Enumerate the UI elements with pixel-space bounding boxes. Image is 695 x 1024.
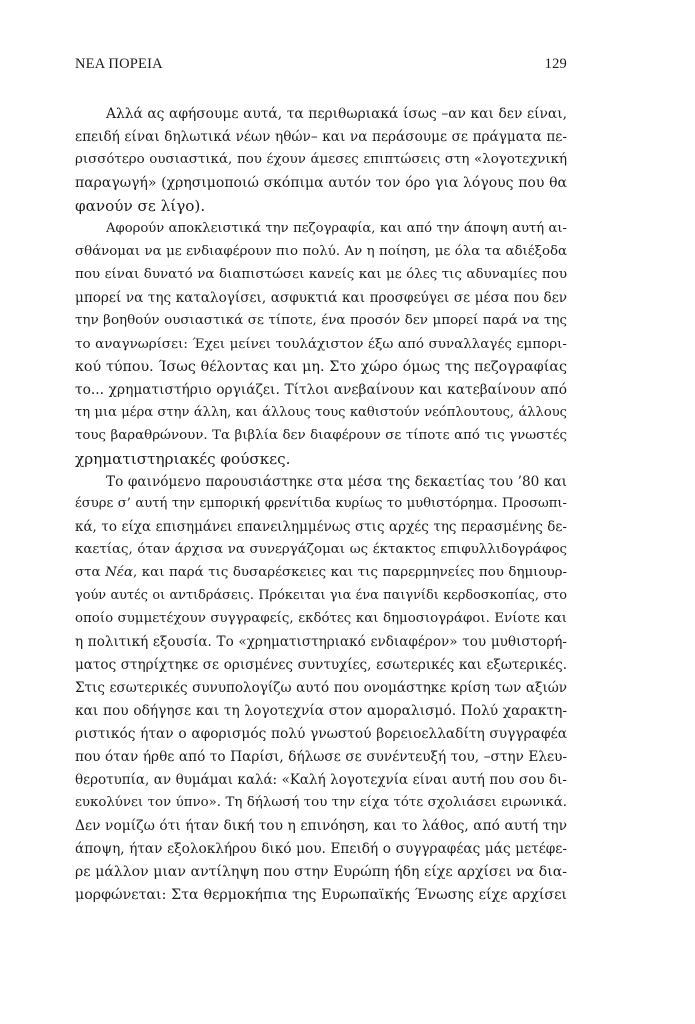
text-line: τους βαραθρώνουν. Τα βιβλία δεν διαφέρουν σε τίποτε από τις γνωστές (75, 427, 567, 443)
newspaper-title-italic: Νέα (105, 565, 134, 581)
text-line (75, 562, 567, 585)
text-line: επειδή είναι δηλωτικά νέων ηθών– και να περάσουμε σε πράγματα πε- (75, 128, 567, 145)
text-line: καετίας, όταν άρχισα να συνεργάζομαι ως έκτακτος επιφυλλιδογράφος (75, 542, 567, 558)
text-run: , και παρά τις δυσαρέσκειες και τις παρερμηνείες που δημιουρ- (133, 565, 567, 581)
text-line: το αναγνωρίσει: Έχει μείνει τουλάχιστον έξω από συναλλαγές εμπορι- (75, 335, 567, 352)
page-number: 129 (544, 56, 567, 72)
text-line: μορφώνεται: Στα θερμοκήπια της Ευρωπαϊκής Ένωσης είχε αρχίσει (75, 886, 567, 903)
text-line: θεροτυπία, αν θυμάμαι καλά: «Καλή λογοτεχνία είναι αυτή που σου δι- (75, 772, 567, 789)
text-line: χρηματιστηριακές φούσκες. (75, 449, 291, 468)
text-line: κά, το είχα επισημάνει επανειλημμένως στις αρχές της περασμένης δε- (75, 519, 567, 536)
text-line: σθάνομαι να με ενδιαφέρουν πιο πολύ. Αν η ποίηση, με όλα τα αδιέξοδα (75, 243, 567, 259)
text-line: παραγωγή» (χρησιμοποιώ σκόπιμα αυτόν τον όρο για λόγους που θα (75, 174, 567, 191)
text-line: Αλλά ας αφήσουμε αυτά, τα περιθωριακά ίσως –αν και δεν είναι, (106, 106, 567, 122)
text-line: Αφορούν αποκλειστικά την πεζογραφία, και από την άποψη αυτή αι- (106, 220, 567, 236)
text-run: στα (75, 565, 106, 581)
text-line: ρε μάλλον μιαν αντίληψη που στην Ευρώπη ήδη είχε αρχίσει να δια- (75, 863, 567, 880)
text-line: Το φαινόμενο παρουσιάστηκε στα μέσα της δεκαετίας του ’80 και (106, 473, 567, 490)
text-line: οποίο συμμετέχουν συγγραφείς, εκδότες και δημοσιογράφοι. Ενίοτε και (75, 611, 567, 627)
text-line: και που οδήγησε και τη λογοτεχνία στον αμοραλισμό. Πολύ χαρακτη- (75, 703, 567, 720)
text-line: ματος στηρίχτηκε σε ορισμένες συντυχίες, εσωτερικές και εξωτερικές. (75, 657, 567, 674)
text-line: Στις εσωτερικές συνυπολογίζω αυτό που ονομάστηκε κρίση των αξιών (75, 680, 567, 697)
running-head (75, 56, 567, 74)
text-line: το... χρηματιστήριο οργιάζει. Τίτλοι ανεβαίνουν και κατεβαίνουν από (75, 381, 567, 398)
text-line: έσυρε σ’ αυτή την εμπορική φρενίτιδα κυρίως το μυθιστόρημα. Προσωπι- (75, 496, 567, 512)
text-line: ρισσότερο ουσιαστικά, που έχουν άμεσες επιπτώσεις στη «λογοτεχνική (75, 151, 567, 167)
text-line: γούν αυτές οι αντιδράσεις. Πρόκειται για ένα παιγνίδι κερδοσκοπίας, στο (75, 588, 567, 604)
text-line: τη μια μέρα στην άλλη, και άλλους τους καθιστούν νεόπλουτους, άλλους (75, 404, 567, 420)
text-line: άποψη, ήταν εξολοκλήρου δικό μου. Επειδή ο συγγραφέας μάς μετέφε- (75, 841, 567, 857)
text-line: μπορεί να της καταλογίσει, ασφυκτιά και προσφεύγει σε μέσα που δεν (75, 289, 567, 306)
paragraph (75, 471, 567, 907)
running-title: ΝΕΑ ΠΟΡΕΙΑ (75, 56, 163, 72)
text-line: ριστικός ήταν ο αφορισμός πολύ γνωστού βορειοελλαδίτη συγγραφέα (75, 726, 567, 743)
text-line: που είναι δυνατό να διαπιστώσει κανείς και με όλες τις αδυναμίες που (75, 266, 567, 282)
paragraph (75, 103, 567, 218)
body-text (75, 103, 567, 907)
text-line: Δεν νομίζω ότι ήταν δική του η επινόηση, και το λάθος, από αυτή την (75, 818, 567, 835)
paragraph (75, 218, 567, 471)
text-line: που όταν ήρθε από το Παρίσι, δήλωσε σε συνέντευξή του, –στην Ελευ- (75, 749, 567, 766)
text-line: ευκολύνει τον ύπνο». Τη δήλωσή του την είχα τότε σχολιάσει ειρωνικά. (75, 795, 567, 811)
text-line: η πολιτική εξουσία. Το «χρηματιστηριακό ενδιαφέρον» του μυθιστορή- (75, 634, 567, 651)
text-line: φανούν σε λίγο). (75, 196, 206, 215)
text-line: την βοηθούν ουσιαστικά σε τίποτε, ένα προσόν δεν μπορεί παρά να της (75, 312, 567, 328)
text-line: κού τύπου. Ίσως θέλοντας και μη. Στο χώρο όμως της πεζογραφίας (75, 358, 567, 375)
